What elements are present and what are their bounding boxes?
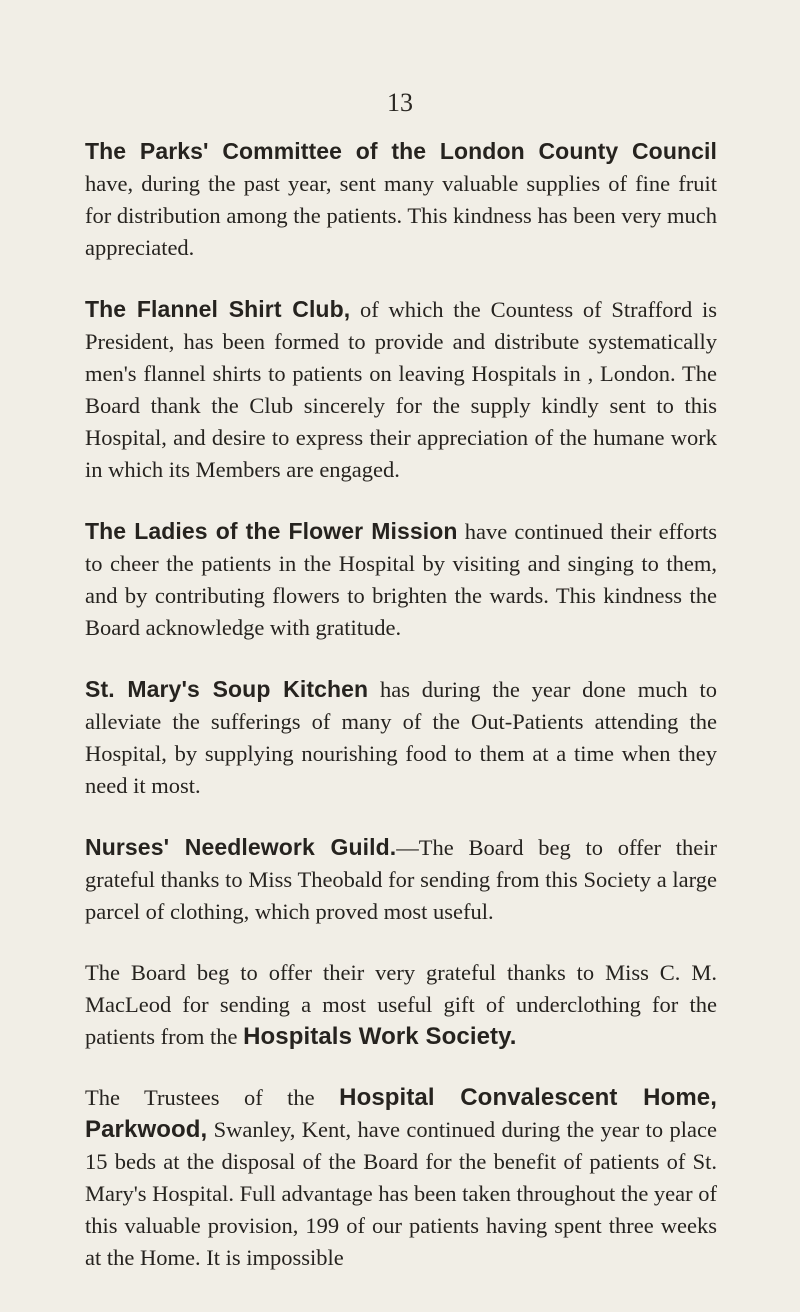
page-number: 13 — [387, 88, 413, 117]
heading-flannel-shirt-club: The Flannel Shirt Club, — [85, 296, 351, 322]
paragraph-text: —The Board beg to offer their grateful thanks to Miss Theobald for sending from this Society a large parcel of clothing, which proved most useful. — [85, 835, 717, 924]
paragraph-text: The Board beg to offer their very grateful thanks to Miss C. M. MacLeod for sending a most useful gift of underclothing for the patients from the — [85, 960, 717, 1049]
heading-hospitals-work-society: Hospitals Work Society. — [243, 1023, 517, 1050]
paragraph-flower-mission — [85, 515, 717, 644]
heading-flower-mission: The Ladies of the Flower Mission — [85, 518, 458, 544]
paragraph-text: have, during the past year, sent many valuable supplies of fine fruit for distribution among the patients. This kindness has been very much appreciated. — [85, 171, 717, 260]
page-body — [85, 135, 717, 1303]
paragraph-macleod-gift — [85, 957, 717, 1053]
paragraph-text: Swanley, Kent, have continued during the year to place 15 beds at the disposal of the Board for the benefit of patients of St. Mary's Hospital. Full advantage has been taken throughout the year of this valuable provision, 199 of our patients having spent three weeks at the Home. It is impossible — [85, 1117, 718, 1270]
paragraph-flannel-shirt-club — [85, 293, 717, 486]
paragraph-soup-kitchen — [85, 673, 717, 802]
paragraph-text: has during the year done much to alleviate the sufferings of many of the Out-Patients attending the Hospital, by supplying nourishing food to them at a time when they need it most. — [85, 677, 717, 798]
heading-parks-committee: The Parks' Committee of the London County Council — [85, 138, 717, 164]
heading-convalescent-home: Hospital Convalescent Home, Parkwood, — [85, 1084, 717, 1143]
heading-needlework-guild: Nurses' Needlework Guild. — [85, 834, 397, 860]
paragraph-parks-committee — [85, 135, 717, 264]
paragraph-needlework-guild — [85, 831, 717, 928]
heading-soup-kitchen: St. Mary's Soup Kitchen — [85, 676, 369, 702]
paragraph-text: of which the Countess of Strafford is President, has been formed to provide and distribute systematically men's flannel shirts to patients on leaving Hospitals in , London. The Board thank the Club sincerely for the supply kindly sent to this Hospital, and desire to express their appreciation of the humane work in which its Members are engaged. — [85, 297, 717, 482]
paragraph-text: have continued their efforts to cheer the patients in the Hospital by visiting and singing to them, and by contributing flowers to brighten the wards. This kindness the Board acknowledge with gratitude. — [85, 519, 717, 640]
paragraph-text-before: The Trustees of the — [85, 1085, 340, 1110]
paragraph-convalescent-home — [85, 1082, 717, 1274]
